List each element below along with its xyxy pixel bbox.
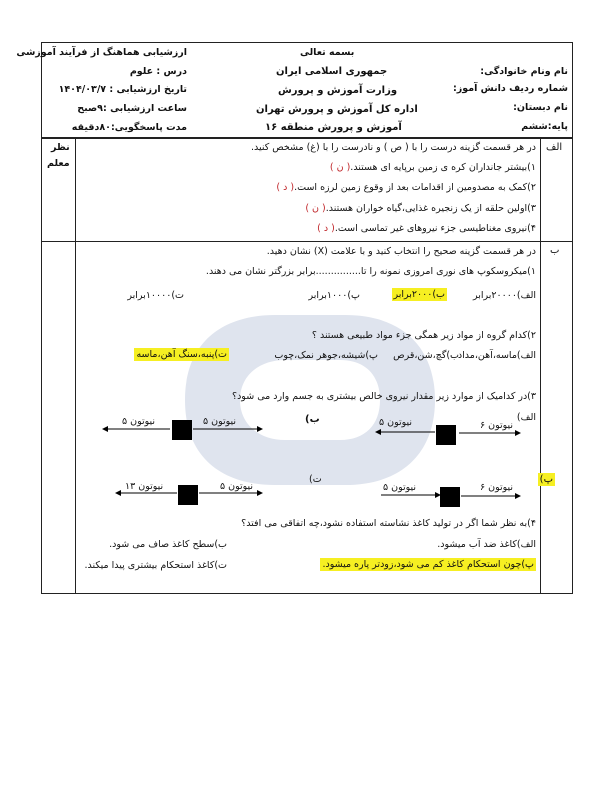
q3-text: ۳)در کدامیک از موارد زیر مقدار نیروی خالص بیشتری به جسم وارد می شود؟ xyxy=(232,391,536,402)
eval-time: ساعت ارزشیابی :۹صبح xyxy=(77,103,187,114)
section-a-item-3 xyxy=(305,203,536,214)
school-label: نام دبستان: xyxy=(513,102,568,113)
object-block xyxy=(172,420,192,440)
section-divider xyxy=(41,241,572,242)
force-label: ۵ نیوتون xyxy=(383,482,417,493)
q1-option-te: ت)۱۰۰۰۰برابر xyxy=(127,290,184,301)
ministry-title: وزارت آموزش و پرورش xyxy=(278,85,398,96)
q1-text: ۱)میکروسکوپ های نوری امروزی نمونه را تا...............برابر بزرگتر نشان می دهند. xyxy=(205,266,536,277)
object-block xyxy=(436,425,456,445)
answer-mark: ( د ) xyxy=(317,223,335,234)
duration-label: مدت پاسخگویی:۸۰دقیقه xyxy=(71,122,187,133)
object-block xyxy=(178,485,198,505)
force-arrow xyxy=(461,492,521,500)
general-office-title: اداره کل آموزش و پرورش تهران xyxy=(256,104,418,115)
force-label: ۵ نیوتون xyxy=(203,416,237,427)
republic-title: جمهوری اسلامی ایران xyxy=(276,66,388,77)
grade-label: پایه:ششم xyxy=(521,121,568,132)
q2-option-be: ب)گچ،شن،قرص xyxy=(393,350,459,361)
force-label: ۶ نیوتون xyxy=(480,420,514,431)
force-label: ۶ نیوتون xyxy=(480,482,514,493)
q1-option-alef: الف)۲۰۰۰۰برابر xyxy=(472,290,536,301)
section-a-instruction: در هر قسمت گزینه درست را با ( ص ) و نادرست را با (غ) مشخص کنید. xyxy=(250,142,536,153)
force-label: ۱۳ نیوتون xyxy=(125,481,164,492)
answer-mark: ( ن ) xyxy=(305,203,326,214)
q1-option-pe: پ)۱۰۰۰برابر xyxy=(308,290,360,301)
force-label: ۵ نیوتون xyxy=(220,481,254,492)
q2-option-alef: الف)ماسه،آهن،مداد xyxy=(457,350,536,361)
q3-label-alef: الف) xyxy=(516,412,536,423)
right-column-line xyxy=(540,137,541,593)
section-a-item-2 xyxy=(276,182,536,193)
item-text: ۱)بیشتر جانداران کره ی زمین برپایه ای هستند. xyxy=(350,162,536,173)
q4-option-be: ب)سطح کاغذ صاف می شود. xyxy=(109,539,227,550)
q2-option-pe: پ)شیشه،جوهر نمک،چوب xyxy=(274,350,378,361)
section-a-letter: الف xyxy=(546,142,563,153)
item-text: ۳)اولین حلقه از یک زنجیره غذایی،گیاه خواران هستند. xyxy=(325,203,536,214)
q3-label-pe: پ) xyxy=(539,474,553,485)
item-text: ۴)نیروی مغناطیسی جزء نیروهای غیر تماسی است. xyxy=(334,223,536,234)
object-block xyxy=(440,487,460,507)
section-b-letter: ب xyxy=(550,245,560,256)
answer-mark: ( د ) xyxy=(276,182,295,193)
q4-option-te: ت)کاغذ استحکام بیشتری پیدا میکند. xyxy=(84,560,227,571)
subject-label: درس : علوم xyxy=(129,66,187,77)
force-arrow xyxy=(375,428,437,436)
item-text: ۲)کمک به مصدومین از اقدامات بعد از وقوع زمین لرزه است. xyxy=(294,182,536,193)
left-column-line xyxy=(75,137,76,593)
teacher-note-label-2: معلم xyxy=(47,158,70,169)
q3-label-te: ت) xyxy=(309,474,322,485)
answer-mark: ( ن ) xyxy=(329,162,351,173)
force-label: ۵ نیوتون xyxy=(379,417,413,428)
q2-option-te: ت)پنبه،سنگ آهن،ماسه xyxy=(136,349,227,360)
district-title: آموزش و پرورش منطقه ۱۶ xyxy=(265,122,402,133)
teacher-note-label-1: نظر xyxy=(51,142,70,153)
section-b-instruction: در هر قسمت گزینه صحیح را انتخاب کنید و با علامت (X) نشان دهید. xyxy=(266,246,536,257)
eval-title: ارزشیابی هماهنگ از فرآیند آموزشی xyxy=(16,47,187,58)
section-a-item-1 xyxy=(330,162,536,173)
eval-date: تاریخ ارزشیابی : ۱۴۰۴/۰۳/۷ xyxy=(58,84,187,95)
student-name-label: نام ونام خانوادگی: xyxy=(480,66,568,77)
q4-option-pe: پ)چون استحکام کاغذ کم می شود،زودتر پاره میشود. xyxy=(322,559,534,570)
q4-text: ۴)به نظر شما اگر در تولید کاغذ نشاسته استفاده نشود،چه اتفاقی می افتد؟ xyxy=(241,518,536,529)
q3-label-be: ب) xyxy=(305,414,320,425)
section-a-item-4 xyxy=(317,223,536,234)
row-number-label: شماره ردیف دانش آموز: xyxy=(453,83,568,94)
bismillah: بسمه تعالی xyxy=(300,47,355,58)
q4-option-alef: الف)کاغذ ضد آب میشود. xyxy=(437,539,536,550)
force-label: ۵ نیوتون xyxy=(122,416,156,427)
q2-text: ۲)کدام گروه از مواد زیر همگی جزء مواد طبیعی هستند ؟ xyxy=(311,330,536,341)
q1-option-be: ب)۲۰۰۰برابر xyxy=(393,289,445,300)
